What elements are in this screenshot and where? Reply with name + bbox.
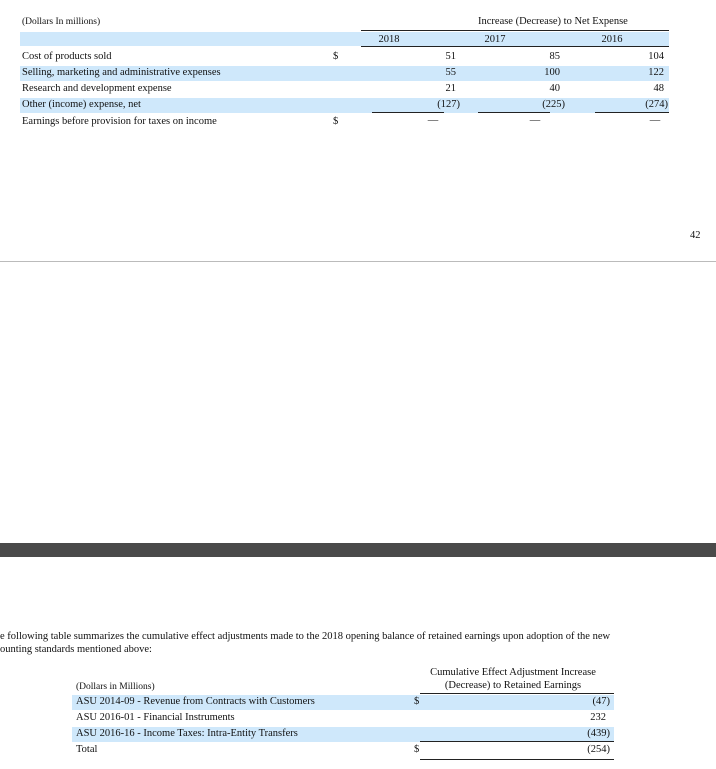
row-label: Other (income) expense, net [22, 99, 141, 110]
row-value: (47) [592, 696, 610, 707]
subtotal-rule-2018 [372, 112, 444, 113]
year-2017-header: 2017 [484, 34, 506, 45]
value-2017: 40 [549, 83, 560, 94]
value-2016: — [649, 115, 661, 126]
dollar-sign: $ [414, 696, 420, 707]
year-header-band [20, 32, 669, 46]
row-label: Total [76, 744, 98, 755]
row-label: Research and development expense [22, 83, 172, 94]
table-row [72, 711, 614, 726]
dollar-sign: $ [333, 51, 339, 62]
page-number: 42 [690, 230, 701, 241]
value-2018: — [427, 115, 439, 126]
table-row [72, 727, 614, 742]
value-2016: 48 [653, 83, 664, 94]
table-row [20, 115, 669, 130]
dollar-sign: $ [333, 116, 339, 127]
value-2017: 85 [549, 51, 560, 62]
value-2016: 104 [648, 51, 664, 62]
value-2018: 55 [445, 67, 456, 78]
table-row [20, 82, 669, 97]
row-value: (254) [587, 744, 610, 755]
intro-line-1: e following table summarizes the cumulative effect adjustments made to the 2018 opening balance of retained earnings upon adoption of the new [0, 631, 611, 642]
value-2016: (274) [645, 99, 668, 110]
subtotal-rule-2016 [595, 112, 669, 113]
value-2017: (225) [542, 99, 565, 110]
table2-units-label: (Dollars in Millions) [76, 682, 155, 692]
value-2018: 51 [445, 51, 456, 62]
dollar-sign: $ [414, 744, 420, 755]
page-break-band [0, 543, 716, 557]
table-units-label: (Dollars In millions) [22, 17, 101, 27]
value-2017: — [529, 115, 541, 126]
intro-line-2: ounting standards mentioned above: [0, 644, 152, 655]
year-header-rule [361, 46, 669, 47]
table-row [72, 695, 614, 710]
year-2016-header: 2016 [601, 34, 623, 45]
row-value: (439) [587, 728, 610, 739]
subtotal-rule-2017 [478, 112, 550, 113]
table2-header-line-1: Cumulative Effect Adjustment Increase [430, 667, 596, 678]
table-row [20, 66, 669, 81]
value-2018: (127) [437, 99, 460, 110]
table2-header-rule [420, 693, 614, 694]
row-label: ASU 2014-09 - Revenue from Contracts with Customers [76, 696, 315, 707]
table-row [20, 50, 669, 65]
page-rule [0, 261, 716, 262]
row-value: 232 [590, 712, 606, 723]
table2-subtotal-rule [420, 741, 614, 742]
group-header: Increase (Decrease) to Net Expense [478, 16, 628, 27]
row-label: ASU 2016-01 - Financial Instruments [76, 712, 235, 723]
year-2018-header: 2018 [378, 34, 400, 45]
table2-total-rule [420, 759, 614, 760]
row-label: Earnings before provision for taxes on income [22, 116, 217, 127]
value-2017: 100 [544, 67, 560, 78]
value-2016: 122 [648, 67, 664, 78]
table-row [72, 743, 614, 758]
row-label: Cost of products sold [22, 51, 112, 62]
value-2018: 21 [445, 83, 456, 94]
row-label: Selling, marketing and administrative expenses [22, 67, 221, 78]
table-row [20, 98, 669, 113]
row-label: ASU 2016-16 - Income Taxes: Intra-Entity Transfers [76, 728, 298, 739]
header-rule [361, 30, 669, 31]
table2-header-line-2: (Decrease) to Retained Earnings [444, 680, 582, 691]
